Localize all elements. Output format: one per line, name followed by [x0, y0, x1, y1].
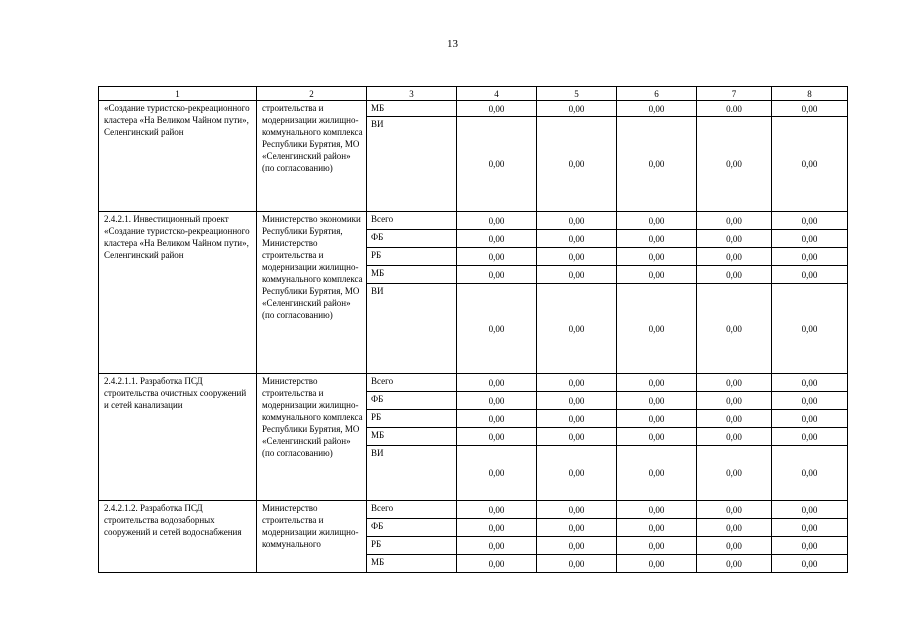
column-number: 4: [457, 87, 537, 101]
funding-source: РБ: [367, 537, 457, 555]
funding-value: 0,00: [537, 392, 617, 410]
funding-source: МБ: [367, 266, 457, 284]
funding-value: 0,00: [697, 446, 772, 501]
measure-name: 2.4.2.1.1. Разработка ПСД строительства очистных сооружений и сетей канализации: [99, 374, 257, 501]
funding-table: [98, 86, 848, 573]
funding-value: 0,00: [457, 101, 537, 117]
funding-value: 0,00: [772, 266, 848, 284]
funding-value: 0,00: [537, 284, 617, 374]
column-number: 6: [617, 87, 697, 101]
funding-source: ВИ: [367, 284, 457, 374]
funding-value: 0,00: [697, 266, 772, 284]
funding-value: 0,00: [772, 101, 848, 117]
funding-value: 0,00: [697, 230, 772, 248]
funding-value: 0,00: [617, 266, 697, 284]
funding-value: 0,00: [537, 212, 617, 230]
responsible-executor: Министерство строительства и модернизации жилищно-коммунального комплекса Республики Бурятия, МО «Селенгинский район» (по согласованию): [257, 374, 367, 501]
funding-source: Всего: [367, 212, 457, 230]
funding-value: 0,00: [457, 266, 537, 284]
funding-value: 0,00: [457, 230, 537, 248]
funding-value: 0.00: [697, 101, 772, 117]
funding-value: 0,00: [772, 392, 848, 410]
funding-value: 0,00: [537, 101, 617, 117]
funding-value: 0,00: [617, 555, 697, 573]
funding-value: 0,00: [537, 117, 617, 212]
funding-value: 0,00: [457, 248, 537, 266]
funding-value: 0,00: [457, 212, 537, 230]
funding-value: 0,00: [617, 374, 697, 392]
funding-value: 0,00: [772, 428, 848, 446]
funding-value: 0,00: [697, 374, 772, 392]
funding-value: 0,00: [537, 374, 617, 392]
funding-value: 0,00: [617, 410, 697, 428]
funding-value: 0,00: [772, 537, 848, 555]
table-row: [99, 374, 848, 392]
funding-value: 0,00: [617, 446, 697, 501]
funding-value: 0,00: [617, 284, 697, 374]
funding-source: РБ: [367, 248, 457, 266]
funding-value: 0,00: [457, 519, 537, 537]
responsible-executor: строительства и модернизации жилищно-коммунального комплекса Республики Бурятия, МО «Селенгинский район» (по согласованию): [257, 101, 367, 212]
column-number: 3: [367, 87, 457, 101]
funding-value: 0,00: [617, 101, 697, 117]
funding-value: 0,00: [772, 410, 848, 428]
funding-value: 0,00: [772, 374, 848, 392]
funding-source: ВИ: [367, 117, 457, 212]
column-number: 1: [99, 87, 257, 101]
column-number: 2: [257, 87, 367, 101]
funding-value: 0,00: [617, 117, 697, 212]
funding-value: 0,00: [537, 248, 617, 266]
funding-value: 0,00: [537, 410, 617, 428]
responsible-executor: Министерство экономики Республики Бурятия, Министерство строительства и модернизации жилищно-коммунального комплекса Республики Бурятия, МО «Селенгинский район» (по согласованию): [257, 212, 367, 374]
funding-value: 0,00: [772, 555, 848, 573]
funding-value: 0,00: [457, 446, 537, 501]
funding-value: 0,00: [697, 248, 772, 266]
funding-value: 0,00: [697, 284, 772, 374]
funding-value: 0,00: [537, 501, 617, 519]
funding-source: МБ: [367, 428, 457, 446]
funding-value: 0,00: [697, 392, 772, 410]
funding-value: 0,00: [772, 230, 848, 248]
funding-value: 0,00: [457, 537, 537, 555]
funding-value: 0,00: [457, 284, 537, 374]
funding-value: 0,00: [537, 266, 617, 284]
table-row: [99, 212, 848, 230]
funding-source: Всего: [367, 501, 457, 519]
funding-value: 0,00: [537, 537, 617, 555]
funding-value: 0,00: [617, 501, 697, 519]
funding-value: 0,00: [772, 248, 848, 266]
funding-value: 0,00: [457, 555, 537, 573]
funding-value: 0,00: [537, 555, 617, 573]
funding-value: 0,00: [772, 446, 848, 501]
funding-value: 0,00: [697, 410, 772, 428]
funding-value: 0,00: [457, 374, 537, 392]
funding-value: 0,00: [697, 519, 772, 537]
funding-source: ФБ: [367, 519, 457, 537]
responsible-executor: Министерство строительства и модернизации жилищно-коммунального: [257, 501, 367, 573]
funding-value: 0,00: [617, 212, 697, 230]
funding-value: 0,00: [617, 392, 697, 410]
funding-value: 0,00: [617, 519, 697, 537]
measure-name: «Создание туристско-рекреационного кластера «На Великом Чайном пути», Селенгинский район: [99, 101, 257, 212]
funding-value: 0,00: [617, 230, 697, 248]
funding-value: 0,00: [617, 537, 697, 555]
column-number: 8: [772, 87, 848, 101]
funding-value: 0,00: [772, 519, 848, 537]
funding-value: 0,00: [537, 428, 617, 446]
funding-source: МБ: [367, 101, 457, 117]
funding-source: МБ: [367, 555, 457, 573]
funding-value: 0,00: [457, 392, 537, 410]
funding-value: 0,00: [617, 248, 697, 266]
funding-source: ФБ: [367, 230, 457, 248]
funding-value: 0,00: [457, 501, 537, 519]
column-number-row: [99, 87, 848, 101]
funding-value: 0,00: [697, 537, 772, 555]
funding-value: 0,00: [537, 519, 617, 537]
funding-value: 0,00: [772, 284, 848, 374]
funding-source: ВИ: [367, 446, 457, 501]
funding-value: 0,00: [617, 428, 697, 446]
funding-value: 0,00: [457, 410, 537, 428]
column-number: 5: [537, 87, 617, 101]
funding-value: 0,00: [537, 446, 617, 501]
funding-source: ФБ: [367, 392, 457, 410]
funding-value: 0,00: [457, 428, 537, 446]
funding-value: 0,00: [537, 230, 617, 248]
measure-name: 2.4.2.1. Инвестиционный проект «Создание туристско-рекреационного кластера «На Великом Чайном пути», Селенгинский район: [99, 212, 257, 374]
measure-name: 2.4.2.1.2. Разработка ПСД строительства водозаборных сооружений и сетей водоснабжения: [99, 501, 257, 573]
table-row: [99, 101, 848, 117]
funding-value: 0,00: [772, 212, 848, 230]
funding-value: 0,00: [772, 117, 848, 212]
table-row: [99, 501, 848, 519]
funding-source: РБ: [367, 410, 457, 428]
funding-value: 0,00: [697, 212, 772, 230]
funding-value: 0,00: [697, 428, 772, 446]
funding-value: 0,00: [697, 117, 772, 212]
column-number: 7: [697, 87, 772, 101]
page-number: 13: [447, 38, 458, 50]
funding-source: Всего: [367, 374, 457, 392]
funding-value: 0,00: [697, 501, 772, 519]
funding-value: 0,00: [772, 501, 848, 519]
funding-value: 0,00: [457, 117, 537, 212]
funding-value: 0,00: [697, 555, 772, 573]
